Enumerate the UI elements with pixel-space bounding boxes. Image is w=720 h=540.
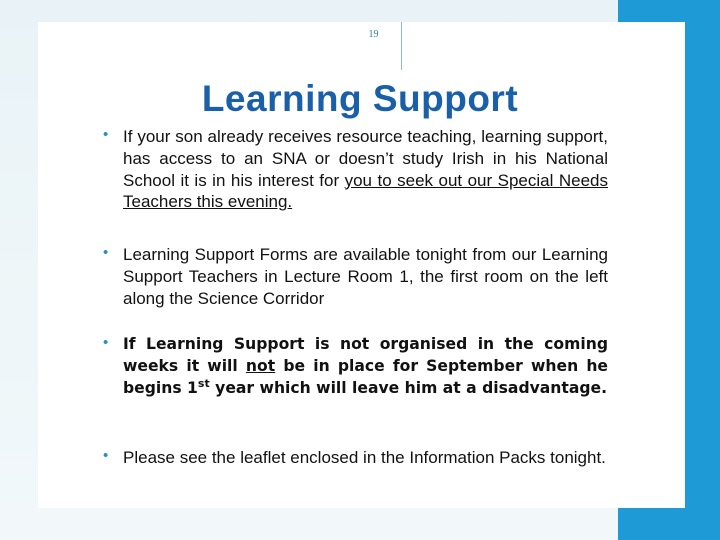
- bullet-text-1: [123, 126, 608, 213]
- bullet-2-text: Learning Support Forms are available tonight from our Learning Support Teachers in Lecture Room 1, the first room on the left along the Science Corridor: [123, 245, 608, 308]
- bullet-text-3: [123, 334, 608, 399]
- page-number: 19: [368, 29, 379, 40]
- bullet-1-underlined-text: you to seek out our Special Needs Teachers this evening.: [123, 170, 608, 212]
- bullet-dot: •: [103, 126, 109, 143]
- bullet-3-superscript: st: [197, 376, 210, 390]
- bullet-3-text-start: If Learning Support is not organised in the coming weeks it will: [123, 335, 608, 375]
- bullet-item-1: [103, 126, 608, 213]
- bullet-4-text: Please see the leaflet enclosed in the Information Packs tonight.: [123, 448, 606, 467]
- bullet-item-3: [103, 334, 608, 399]
- bullet-3-text-mid: be in place for September when he begins 1: [123, 356, 608, 397]
- bullet-dot: •: [103, 334, 109, 351]
- slide-title: Learning Support: [201, 78, 519, 119]
- bullet-3-underlined-not: not: [245, 356, 276, 375]
- bullet-item-2: [103, 244, 608, 309]
- bullet-item-4: [103, 447, 608, 469]
- bullet-1-text: If your son already receives resource teaching, learning support, has access to an SNA or doesn’t study Irish in his National School it is in his interest for: [123, 127, 608, 190]
- bullet-3-text-end: year which will leave him at a disadvantage.: [209, 378, 608, 397]
- bullet-dot: •: [103, 244, 109, 261]
- bullet-dot: •: [103, 447, 109, 464]
